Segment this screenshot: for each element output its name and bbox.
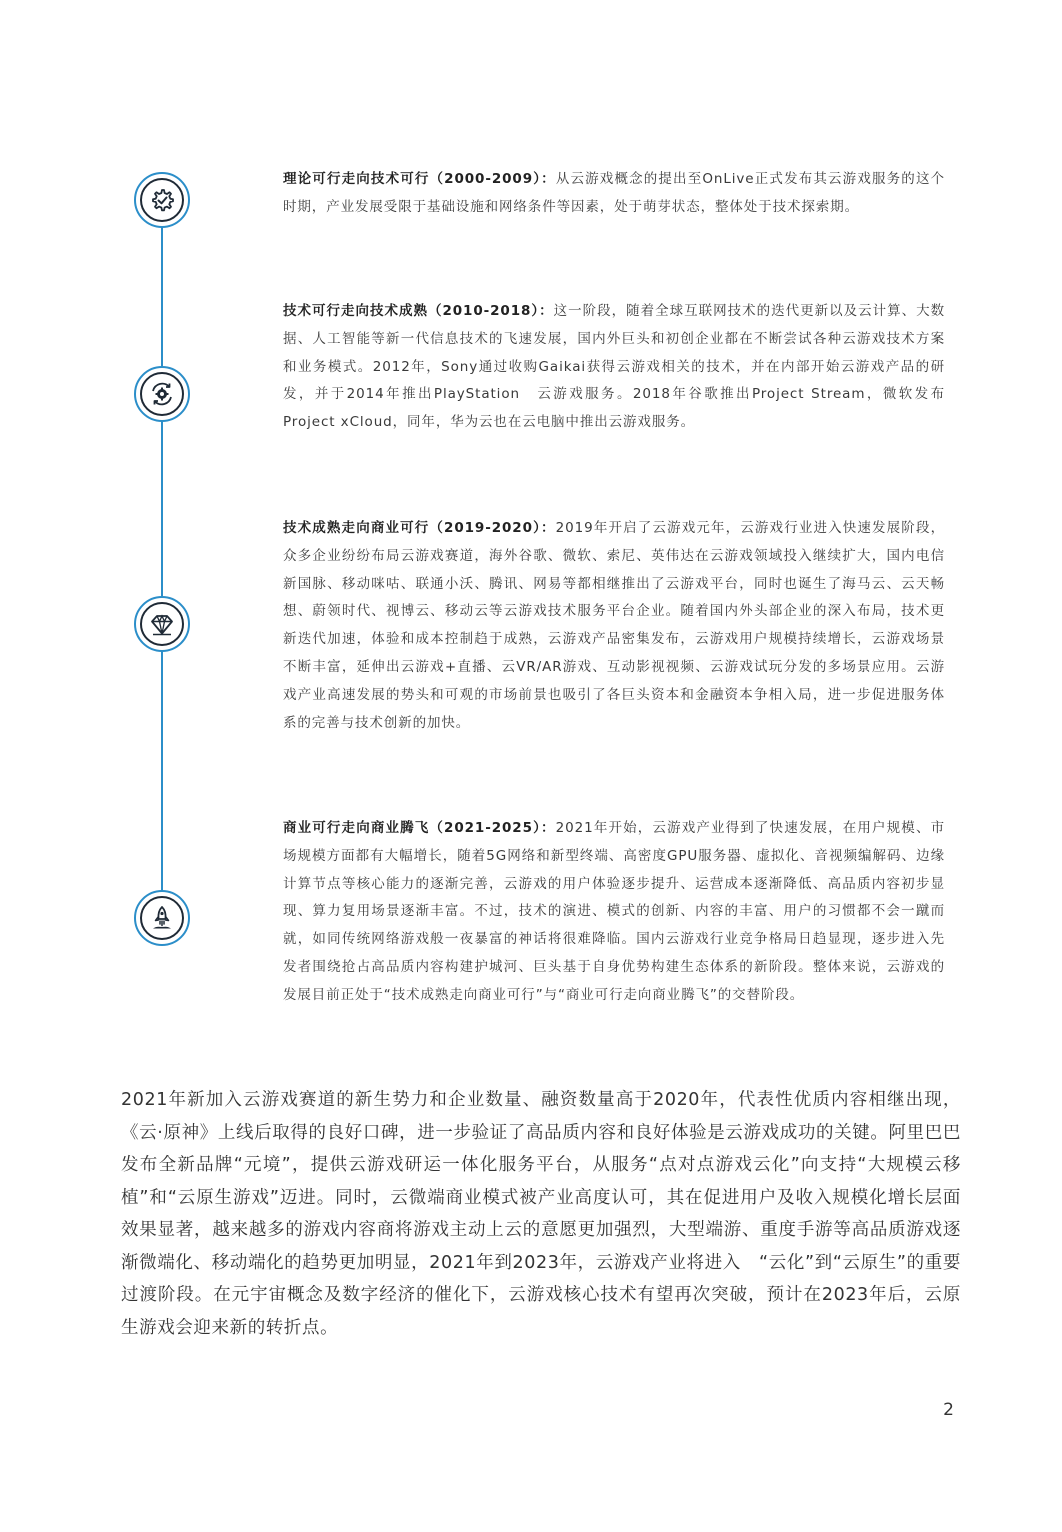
summary-paragraph: 2021年新加入云游戏赛道的新生势力和企业数量、融资数量高于2020年，代表性优质内容相继出现，《云·原神》上线后取得的良好口碑，进一步验证了高品质内容和良好体验是云游戏成功的关键。阿里巴巴发布全新品牌“元境”，提供云游戏研运一体化服务平台，从服务“点对点游戏云化”向支持“大规模云移植”和“云原生游戏”迈进。同时，云微端商业模式被产业高度认可，其在促进用户及收入规模化增长层面效果显著，越来越多的游戏内容商将游戏主动上云的意愿更加强烈，大型端游、重度手游等高品质游戏逐渐微端化、移动端化的趋势更加明显，2021年到2023年，云游戏产业将进入 “云化”到“云原生”的重要过渡阶段。在元宇宙概念及数字经济的催化下，云游戏核心技术有望再次突破，预计在2023年后，云原生游戏会迎来新的转折点。 xyxy=(121,1090,961,1338)
gear-check-icon xyxy=(148,186,176,214)
timeline-node-1 xyxy=(134,172,190,228)
timeline-entry-2-phase: 技术可行走向技术成熟（2010-2018）： xyxy=(283,303,554,319)
timeline-node-4 xyxy=(134,890,190,946)
timeline-node-3 xyxy=(134,596,190,652)
timeline-entry-3-text: 2019年开启了云游戏元年，云游戏行业进入快速发展阶段，众多企业纷纷布局云游戏赛道，海外谷歌、微软、索尼、英伟达在云游戏领域投入继续扩大，国内电信新国脉、移动咪咕、联通小沃、腾讯、网易等都相继推出了云游戏平台，同时也诞生了海马云、云天畅想、蔚领时代、视博云、移动云等云游戏技术服务平台企业。随着国内外头部企业的深入布局，技术更新迭代加速，体验和成本控制趋于成熟，云游戏产品密集发布，云游戏用户规模持续增长，云游戏场景不断丰富，延伸出云游戏+直播、云VR/AR游戏、互动影视视频、云游戏试玩分发的多场景应用。云游戏产业高速发展的势头和可观的市场前景也吸引了各巨头资本和金融资本争相入局，进一步促进服务体系的完善与技术创新的加快。 xyxy=(283,520,945,731)
rocket-icon xyxy=(148,904,176,932)
gear-cycle-icon xyxy=(148,380,176,408)
timeline-entry-1-text: 从云游戏概念的提出至OnLive正式发布其云游戏服务的这个时期，产业发展受限于基础设施和网络条件等因素，处于萌芽状态，整体处于技术探索期。 xyxy=(283,171,945,215)
timeline-node-3-inner xyxy=(140,602,184,646)
timeline-node-2-inner xyxy=(140,372,184,416)
page-number: 2 xyxy=(943,1400,954,1420)
timeline-node-1-inner xyxy=(140,178,184,222)
timeline-entry-2 xyxy=(283,298,945,437)
timeline-entry-4-text: 2021年开始，云游戏产业得到了快速发展，在用户规模、市场规模方面都有大幅增长，随着5G网络和新型终端、高密度GPU服务器、虚拟化、音视频编解码、边缘计算节点等核心能力的逐渐完善，云游戏的用户体验逐步提升、运营成本逐渐降低、高品质内容初步显现、算力复用场景逐渐丰富。不过，技术的演进、模式的创新、内容的丰富、用户的习惯都不会一蹴而就，如同传统网络游戏般一夜暴富的神话将很难降临。国内云游戏行业竞争格局日趋显现，逐步进入先发者围绕抢占高品质内容构建护城河、巨头基于自身优势构建生态体系的新阶段。整体来说，云游戏的发展目前正处于“技术成熟走向商业可行”与“商业可行走向商业腾飞”的交替阶段。 xyxy=(283,820,945,1003)
timeline-entry-1-phase: 理论可行走向技术可行（2000-2009）： xyxy=(283,171,556,187)
timeline-node-4-inner xyxy=(140,896,184,940)
timeline-line xyxy=(161,200,163,916)
timeline-entry-1 xyxy=(283,166,945,222)
timeline-entry-3 xyxy=(283,515,945,737)
diamond-icon xyxy=(148,610,176,638)
timeline-node-2 xyxy=(134,366,190,422)
timeline-entry-4-phase: 商业可行走向商业腾飞（2021-2025）： xyxy=(283,820,556,836)
timeline-entry-2-text: 这一阶段，随着全球互联网技术的迭代更新以及云计算、大数据、人工智能等新一代信息技术的飞速发展，国内外巨头和初创企业都在不断尝试各种云游戏技术方案和业务模式。2012年，Sony通过收购Gaikai获得云游戏相关的技术，并在内部开始云游戏产品的研发，并于2014年推出PlayStation 云游戏服务。2018年谷歌推出Project Stream，微软发布Project xCloud，同年，华为云也在云电脑中推出云游戏服务。 xyxy=(283,303,945,431)
timeline-entry-3-phase: 技术成熟走向商业可行（2019-2020）： xyxy=(283,520,556,536)
timeline-entry-4 xyxy=(283,815,945,1010)
